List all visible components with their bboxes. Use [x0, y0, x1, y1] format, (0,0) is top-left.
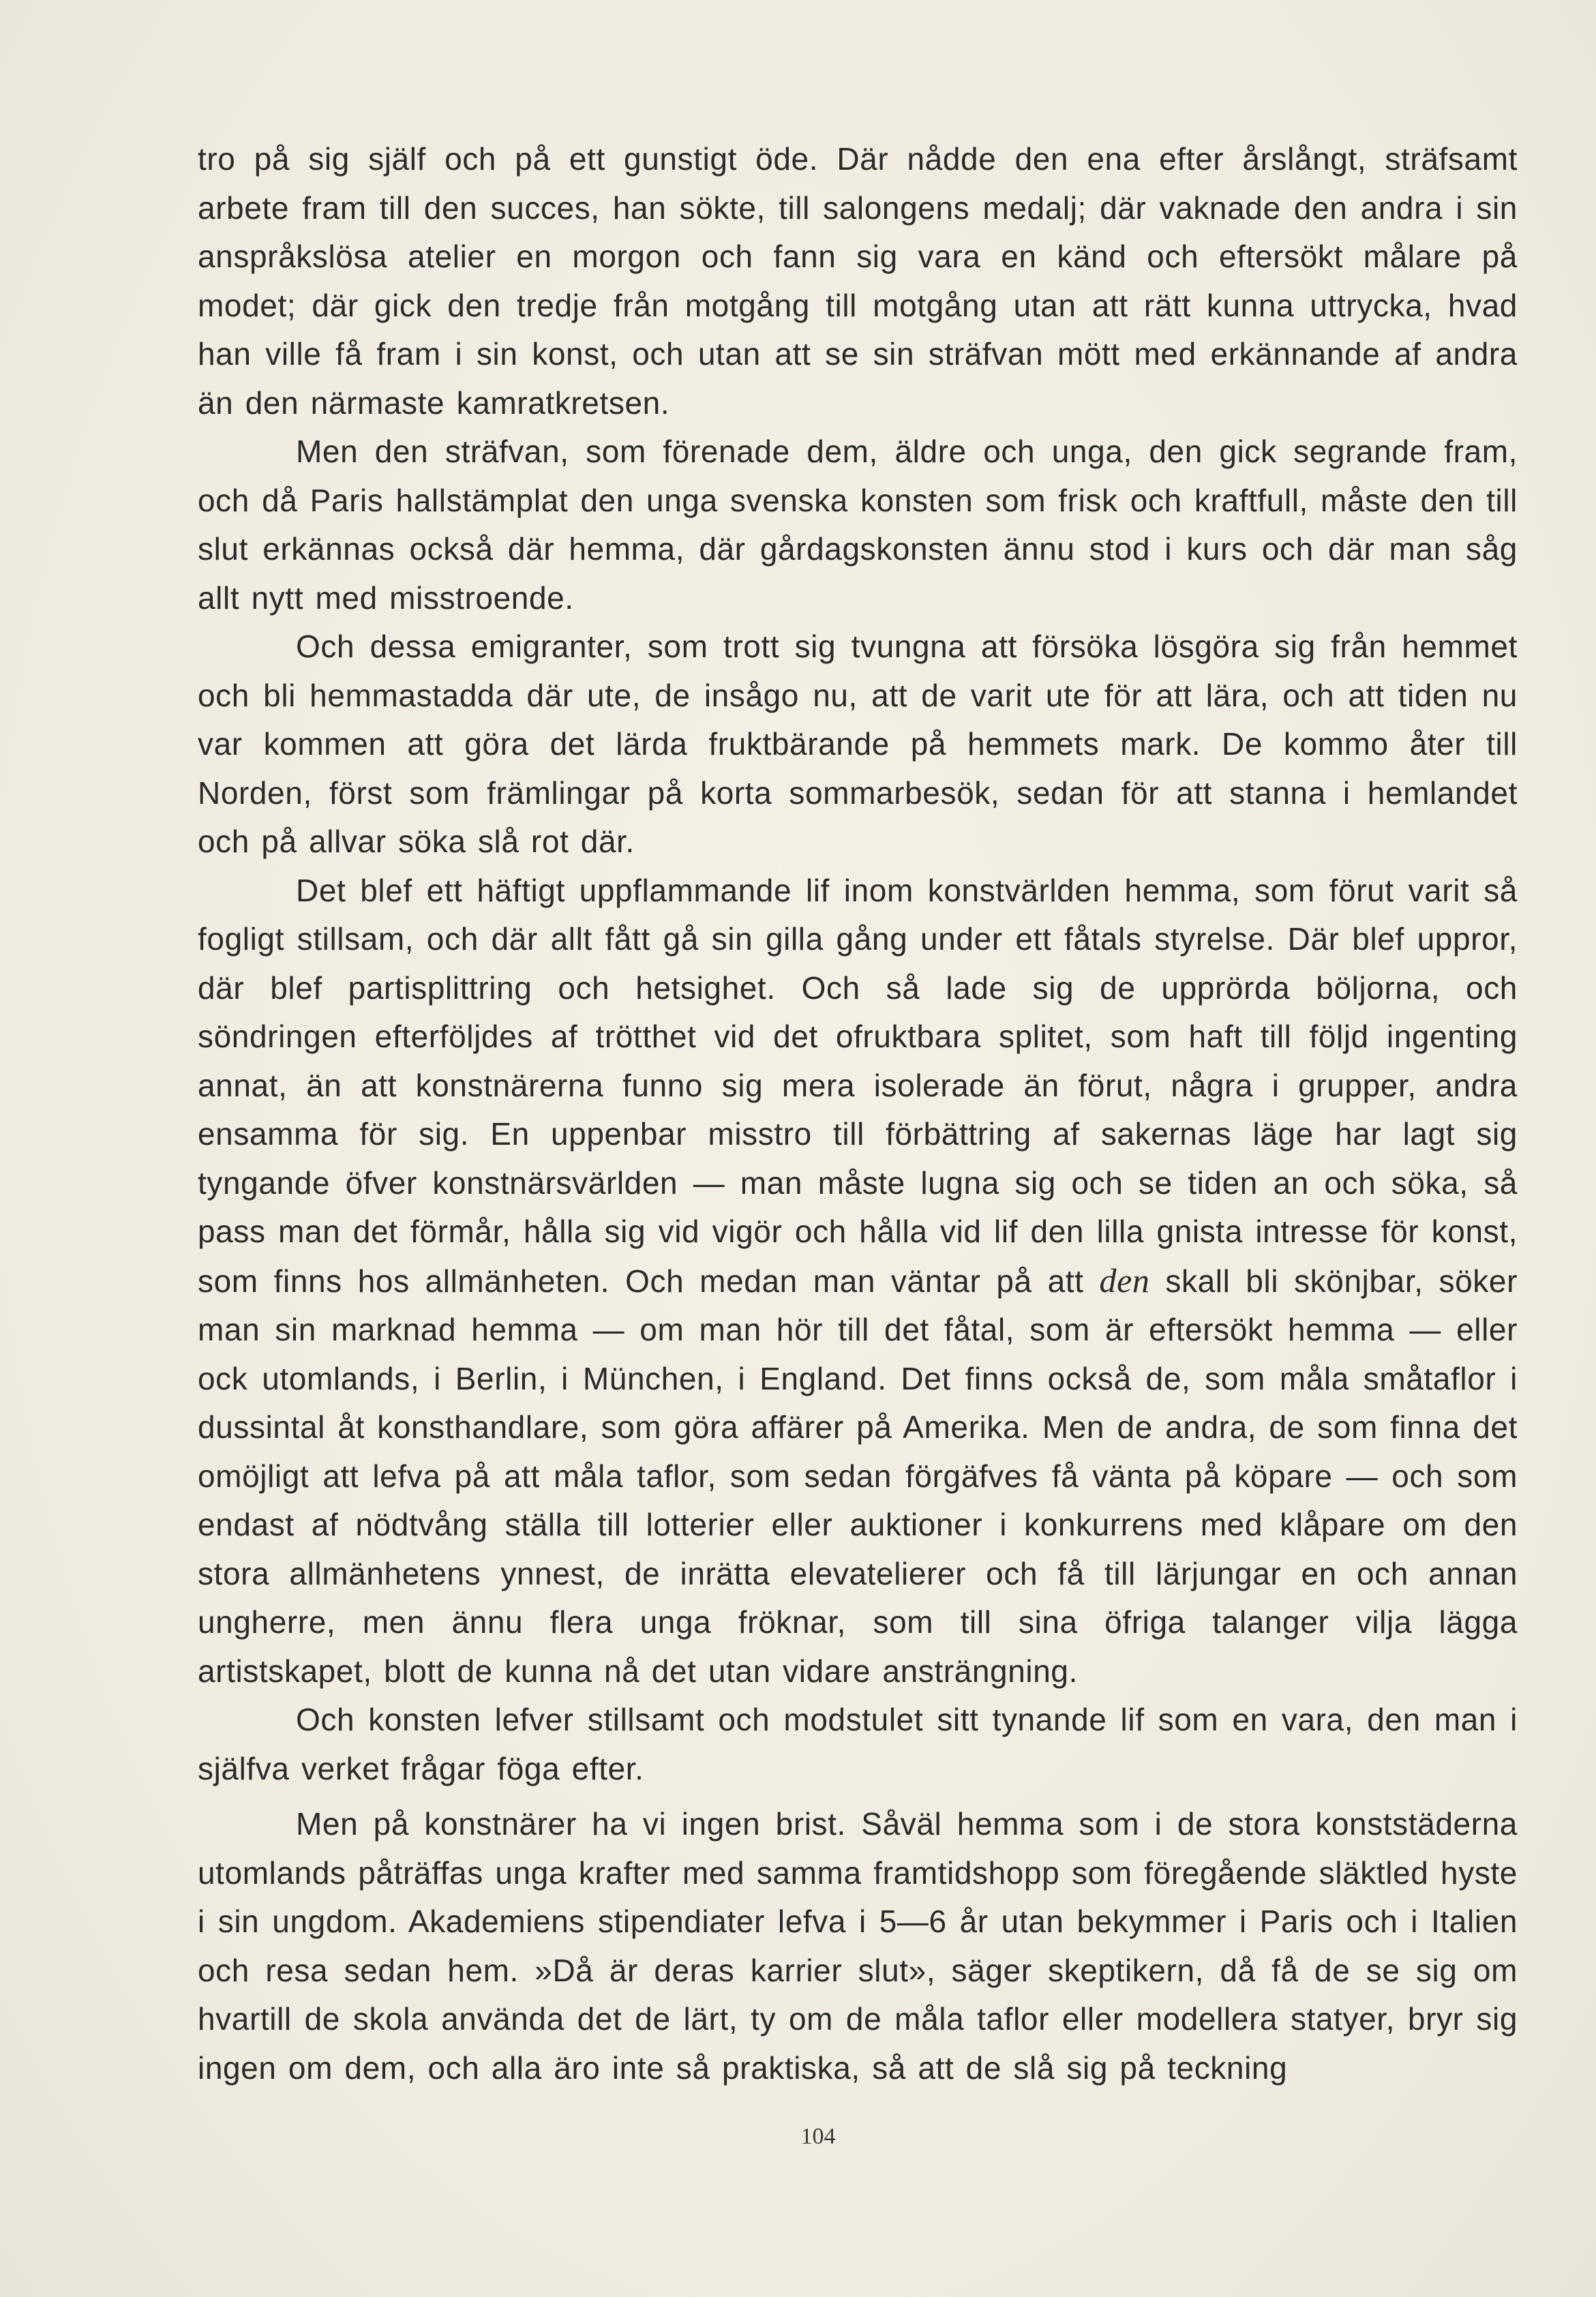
paragraph-6: Men på konstnärer ha vi ingen brist. Såväl hemma som i de stora konststäderna utomlands påträffas unga krafter med samma framtidshopp som föregående släktled hyste i sin ungdom. Akademiens stipendiater lefva i 5—6 år utan bekymmer i Paris och i Italien och resa sedan hem. »Då är deras karrier slut», säger skeptikern, då få de se sig om hvartill de skola använda det de lärt, ty om de måla taflor eller modellera statyer, bryr sig ingen om dem, och alla äro inte så praktiska, så att de slå sig på teckning — [198, 1806, 1518, 2086]
emphasized-word: den — [1099, 1261, 1150, 1300]
body-text — [198, 135, 1518, 2092]
paragraph-4 — [198, 867, 1518, 1696]
page-number: 104 — [800, 2124, 836, 2149]
paragraph-1: tro på sig själf och på ett gunstigt öde. Där nådde den ena efter årslångt, sträfsamt arbete fram till den succes, han sökte, till salongens medalj; där vaknade den andra i sin anspråkslösa atelier en morgon och fann sig vara en känd och eftersökt målare på modet; där gick den tredje från motgång till motgång utan att rätt kunna uttrycka, hvad han ville få fram i sin konst, och utan att se sin sträfvan mött med erkännande af andra än den närmaste kamratkretsen. — [198, 141, 1518, 421]
paragraph-4-part-1: Det blef ett häftigt uppflammande lif inom konstvärlden hemma, som förut varit så fogligt stillsam, och där allt fått gå sin gilla gång under ett fåtals styrelse. Där blef uppror, där blef partisplittring och hetsighet. Och så lade sig de upprörda böljorna, och söndringen efterföljdes af trötthet vid det ofruktbara splitet, som haft till följd ingenting annat, än att konstnärerna funno sig mera isolerade än förut, några i grupper, andra ensamma för sig. En uppenbar misstro till förbättring af sakernas läge har lagt sig tyngande öfver konstnärsvärlden — man måste lugna sig och se tiden an och söka, så pass man det förmår, hålla sig vid vigör och hålla vid lif den lilla gnista intresse för konst, som finns hos allmänheten. Och medan man väntar på att — [198, 872, 1518, 1299]
paragraph-5: Och konsten lefver stillsamt och modstulet sitt tynande lif som en vara, den man i själfva verket frågar föga efter. — [198, 1702, 1518, 1786]
paragraph-3: Och dessa emigranter, som trott sig tvungna att försöka lösgöra sig från hemmet och bli hemmastadda där ute, de insågo nu, att de varit ute för att lära, och att tiden nu var kommen att göra det lärda fruktbärande på hemmets mark. De kommo åter till Norden, först som främlingar på korta sommarbesök, sedan för att stanna i hemlandet och på allvar söka slå rot där. — [198, 629, 1518, 859]
paragraph-2: Men den sträfvan, som förenade dem, äldre och unga, den gick segrande fram, och då Paris hallstämplat den unga svenska konsten som frisk och kraftfull, måste den till slut erkännas också där hemma, där gårdagskonsten ännu stod i kurs och där man såg allt nytt med misstroende. — [198, 434, 1518, 616]
paragraph-4-part-2: skall bli skönjbar, söker man sin marknad hemma — om man hör till det fåtal, som är eftersökt hemma — eller ock utomlands, i Berlin, i München, i England. Det finns också de, som måla småtaflor i dussintal åt konsthandlare, som göra affärer på Amerika. Men de andra, de som finna det omöjligt att lefva på att måla taflor, som sedan förgäfves få vänta på köpare — och som endast af nödtvång ställa till lotterier eller auktioner i konkurrens med klåpare om den stora allmänhetens ynnest, de inrätta elevatelierer och få till lärjungar en och annan ungherre, men ännu flera unga fröknar, som till sina öfriga talanger vilja lägga artistskapet, blott de kunna nå det utan vidare ansträngning. — [198, 1263, 1518, 1689]
